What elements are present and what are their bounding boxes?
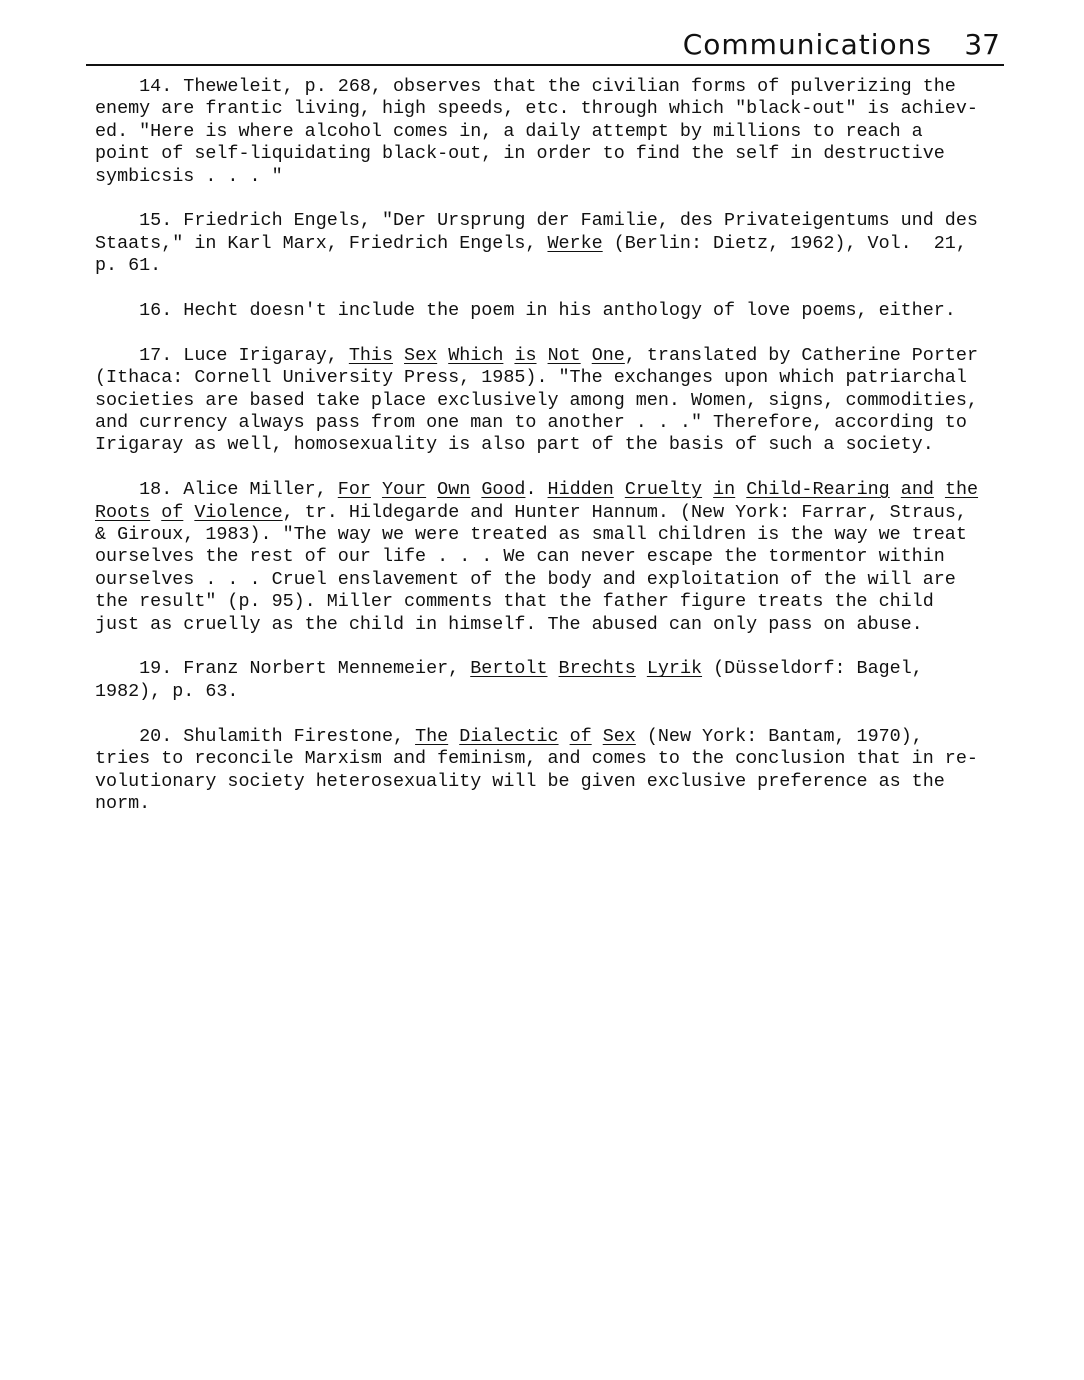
text-segment: 1982), p. 63. — [95, 680, 239, 702]
underlined-title-segment: the — [944, 479, 979, 501]
endnote-line — [95, 98, 1000, 120]
text-segment: symbicsis . . . " — [95, 165, 283, 187]
text-segment — [183, 502, 194, 523]
endnote-line — [95, 658, 1000, 680]
text-segment: Staats," in Karl Marx, Friedrich Engels, — [95, 232, 548, 254]
page-header — [86, 26, 1004, 66]
text-segment: point of self-liquidating black-out, in order to find the self in destructive — [95, 143, 945, 165]
text-segment: 19. Franz Norbert Mennemeier, — [95, 658, 471, 680]
endnote-line — [95, 210, 1000, 232]
text-segment — [934, 479, 945, 500]
underlined-title-segment: Roots — [95, 501, 151, 523]
text-segment: , translated by Catherine Porter — [624, 344, 978, 366]
endnote-line — [95, 345, 1000, 367]
text-segment — [437, 345, 448, 366]
endnote-line — [95, 479, 1000, 501]
text-segment — [890, 479, 901, 500]
text-segment: just as cruelly as the child in himself. The abused can only pass on abuse. — [95, 613, 923, 635]
endnote-line — [95, 748, 1000, 770]
text-segment — [537, 345, 548, 366]
endnote-line — [95, 726, 1000, 748]
endnote — [95, 479, 1000, 636]
text-segment: (Berlin: Dietz, 1962), Vol. 21, — [602, 232, 967, 254]
underlined-title-segment: Not — [547, 344, 581, 366]
endnote — [95, 76, 1000, 188]
text-segment: 16. Hecht doesn't include the poem in his anthology of love poems, either. — [95, 300, 956, 322]
underlined-title-segment: One — [591, 344, 625, 366]
endnote-line — [95, 300, 1000, 322]
text-segment: 17. Luce Irigaray, — [95, 344, 349, 366]
text-segment: (Düsseldorf: Bagel, — [702, 658, 923, 680]
endnote-line — [95, 771, 1000, 793]
endnote-line — [95, 502, 1000, 524]
text-segment: p. 61. — [95, 255, 162, 277]
text-segment — [735, 479, 746, 500]
underlined-title-segment: Lyrik — [646, 658, 703, 680]
underlined-title-segment: Violence — [194, 501, 283, 523]
text-segment: volutionary society heterosexuality will be given exclusive preference as the — [95, 770, 945, 792]
text-segment: tries to reconcile Marxism and feminism, and comes to the conclusion that in re- — [95, 748, 978, 770]
endnote-line — [95, 569, 1000, 591]
text-segment — [702, 479, 713, 500]
text-segment: and currency always pass from one man to another . . ." Therefore, according to — [95, 412, 967, 434]
underlined-title-segment: Child-Rearing — [746, 479, 890, 501]
text-segment: the result" (p. 95). Miller comments that the father figure treats the child — [95, 591, 934, 613]
text-segment — [636, 658, 647, 679]
text-segment — [614, 479, 625, 500]
endnote-line — [95, 412, 1000, 434]
underlined-title-segment: and — [900, 479, 934, 501]
endnote-line — [95, 434, 1000, 456]
endnotes-list — [95, 76, 1000, 838]
underlined-title-segment: The — [415, 725, 449, 747]
text-segment: 14. Theweleit, p. 268, observes that the civilian forms of pulverizing the — [95, 76, 956, 97]
underlined-title-segment: Dialectic — [459, 725, 559, 747]
endnote-line — [95, 591, 1000, 613]
text-segment — [548, 658, 559, 679]
underlined-title-segment: of — [569, 725, 592, 747]
endnote-line — [95, 367, 1000, 389]
text-segment: ourselves . . . Cruel enslavement of the body and exploitation of the will are — [95, 568, 956, 590]
endnote-line — [95, 143, 1000, 165]
text-segment: ourselves the rest of our life . . . We can never escape the tormentor within — [95, 546, 945, 568]
underlined-title-segment: Bertolt — [470, 658, 548, 680]
running-title: Communications — [682, 28, 932, 61]
endnote-line — [95, 681, 1000, 703]
endnote-line — [95, 255, 1000, 277]
text-segment — [371, 479, 382, 500]
endnote — [95, 210, 1000, 277]
underlined-title-segment: Sex — [404, 344, 438, 366]
underlined-title-segment: Sex — [602, 725, 636, 747]
text-segment: (Ithaca: Cornell University Press, 1985). "The exchanges upon which patriarchal — [95, 367, 967, 389]
text-segment: (New York: Bantam, 1970), — [635, 725, 923, 747]
text-segment: ed. "Here is where alcohol comes in, a daily attempt by millions to reach a — [95, 120, 923, 142]
underlined-title-segment: Which — [448, 344, 504, 366]
endnote-line — [95, 76, 1000, 98]
text-segment: 20. Shulamith Firestone, — [95, 725, 416, 747]
text-segment: norm. — [95, 792, 151, 814]
underlined-title-segment: Werke — [547, 232, 603, 254]
endnote — [95, 345, 1000, 457]
endnote-line — [95, 121, 1000, 143]
text-segment — [470, 479, 481, 500]
text-segment — [426, 479, 437, 500]
underlined-title-segment: Own — [437, 479, 471, 501]
underlined-title-segment: Cruelty — [624, 479, 703, 501]
underlined-title-segment: of — [161, 501, 184, 523]
text-segment: . — [525, 479, 548, 501]
text-segment — [150, 502, 161, 523]
underlined-title-segment: is — [514, 344, 537, 366]
text-segment — [448, 726, 459, 747]
text-segment: & Giroux, 1983). "The way we were treated as small children is the way we treat — [95, 524, 967, 546]
underlined-title-segment: Your — [381, 479, 427, 501]
text-segment: Irigaray as well, homosexuality is also part of the basis of such a society. — [95, 434, 934, 456]
endnote-line — [95, 166, 1000, 188]
endnote-line — [95, 793, 1000, 815]
underlined-title-segment: For — [337, 479, 371, 501]
underlined-title-segment: Hidden — [547, 479, 614, 501]
underlined-title-segment: This — [348, 344, 393, 366]
text-segment: enemy are frantic living, high speeds, etc. through which "black-out" is achiev- — [95, 98, 978, 120]
text-segment — [592, 726, 603, 747]
page-number: 37 — [964, 28, 1000, 61]
text-segment: , tr. Hildegarde and Hunter Hannum. (New York: Farrar, Straus, — [282, 501, 967, 523]
underlined-title-segment: Brechts — [558, 658, 636, 680]
endnote-line — [95, 233, 1000, 255]
endnote-line — [95, 614, 1000, 636]
text-segment — [393, 345, 404, 366]
underlined-title-segment: in — [713, 479, 736, 501]
underlined-title-segment: Good — [481, 479, 526, 501]
text-segment — [581, 345, 592, 366]
text-segment: societies are based take place exclusively among men. Women, signs, commodities, — [95, 389, 978, 411]
endnote — [95, 658, 1000, 703]
endnote-line — [95, 546, 1000, 568]
text-segment — [503, 345, 514, 366]
endnote — [95, 726, 1000, 816]
text-segment: 18. Alice Miller, — [95, 479, 338, 501]
endnote — [95, 300, 1000, 322]
endnote-line — [95, 390, 1000, 412]
endnote-line — [95, 524, 1000, 546]
text-segment — [559, 726, 570, 747]
text-segment: 15. Friedrich Engels, "Der Ursprung der Familie, des Privateigentums und des — [95, 210, 978, 232]
